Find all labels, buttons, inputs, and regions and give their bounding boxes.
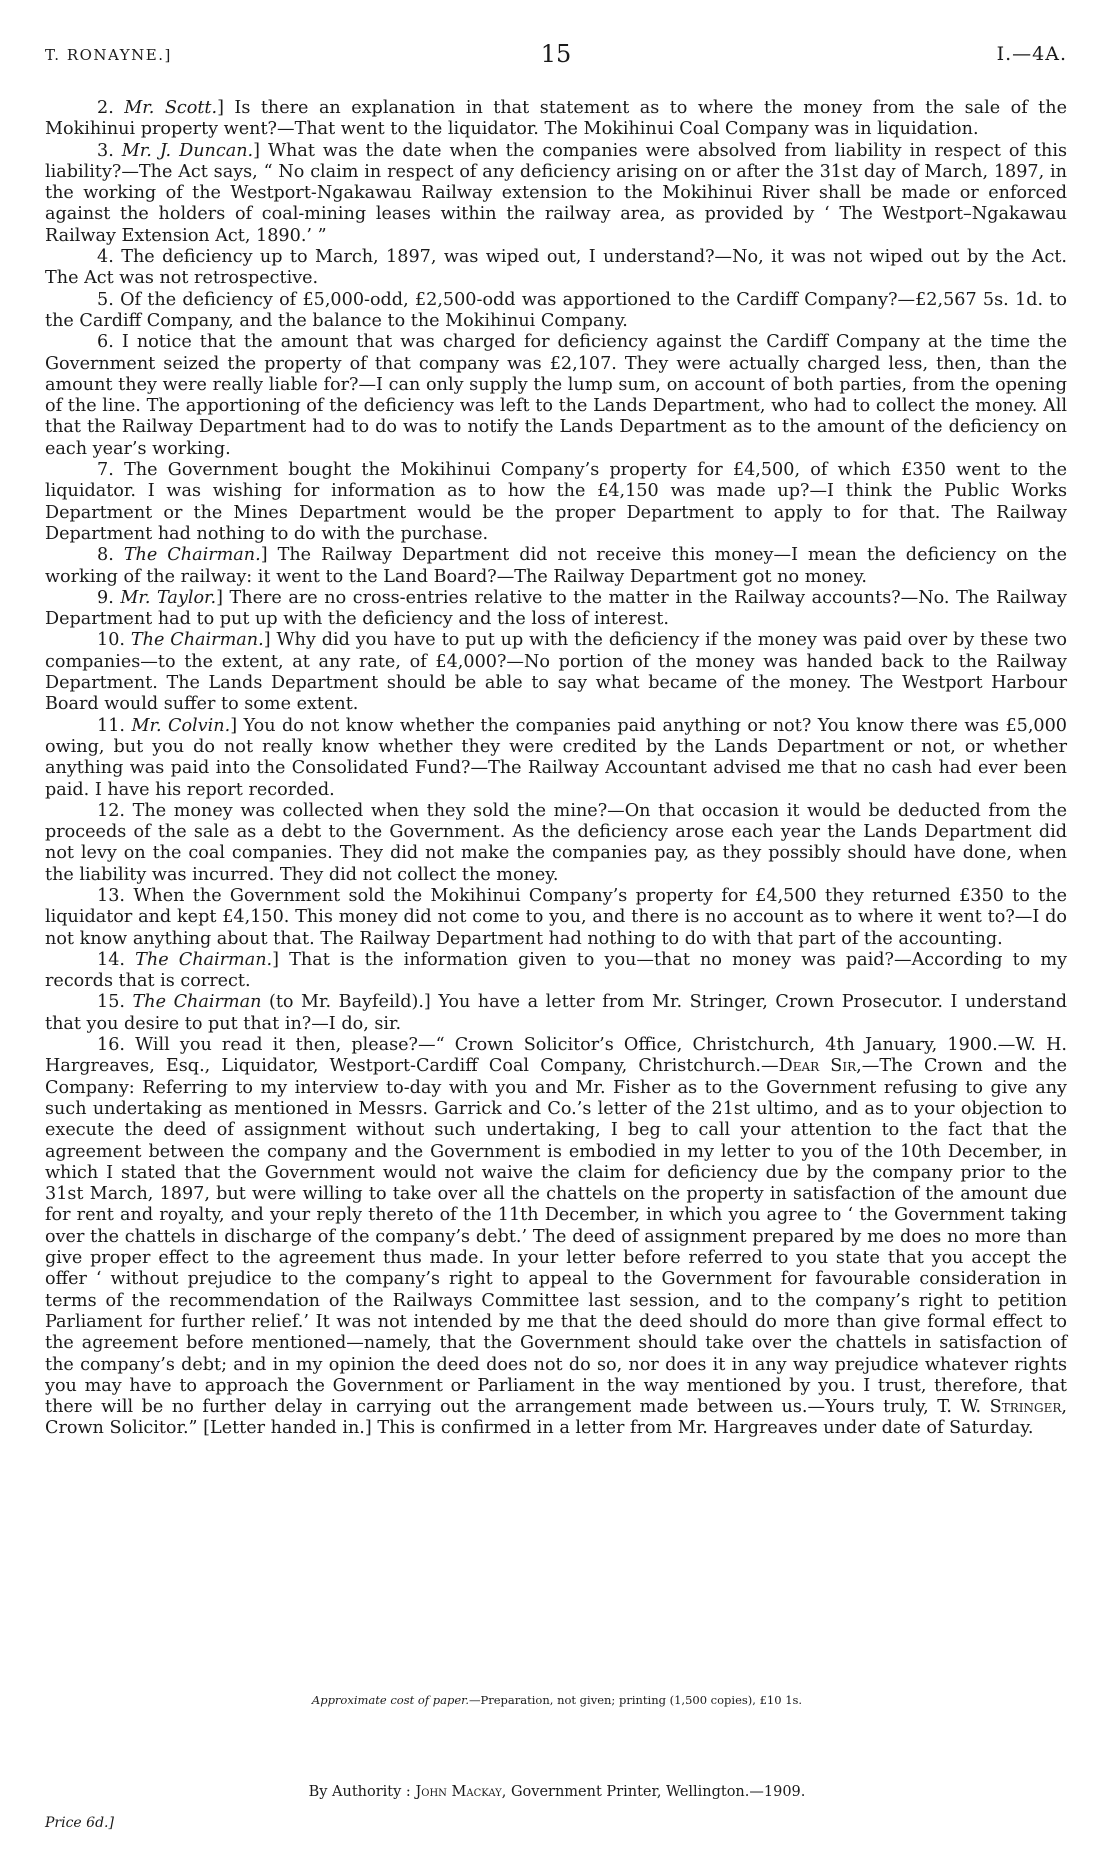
question-number: 13. — [97, 885, 125, 906]
question-text: ] There are no cross-entries relative to the matter in the Railway accounts?—No. The Railway Department had to put up with the deficiency and the loss of interest. — [45, 587, 1068, 630]
question-number: 2. — [97, 98, 114, 118]
signatory: T. W. Stringer — [937, 1397, 1062, 1418]
speaker: Mr. Scott. — [124, 98, 218, 118]
question-number: 9. — [97, 587, 114, 608]
question-text: ] What was the date when the companies were absolved from liability in respect of this liability?—The Act says, “ No claim in respect of any deficiency arising on or after the 31st day of March, 1897, in the working of the Westport-Ngakawau Railway extension to the Mokihinui River shall be made or enforced against the holders of coal-mining leases within the railway area, as provided by ‘ The Westport–Ngakawau Railway Extension Act, 1890.’ ” — [45, 140, 1068, 246]
question-number: 15. — [97, 992, 125, 1013]
salutation: Dear Sir — [778, 1056, 857, 1077]
question-5 — [45, 290, 1067, 333]
question-text: The Government bought the Mokihinui Company’s property for £4,500, of which £350 went to the liquidator. I was wishing for information as to how the £4,150 was made up?—I think the Public Works Department or the Mines Department would be the proper Department to apply to for that. The Railway Department had nothing to do with the purchase. — [45, 460, 1068, 544]
question-number: 14. — [97, 949, 125, 970]
question-text: Will you read it then, please?—“ Crown Solicitor’s Office, Christchurch, 4th January, 1900.—W. H. Hargreaves, Esq., Liquidator, Westport-Cardiff Coal Company, Christchurch.— — [45, 1035, 1068, 1077]
letter-close: , Crown Solicitor.” [Letter handed in.] This is confirmed in a letter from Mr. Hargreaves under date of Saturday. — [45, 1397, 1067, 1439]
question-text: ] That is the information given to you—that no money was paid?—According to my records that is correct. — [45, 949, 1068, 992]
page-header — [45, 40, 1067, 74]
printer-imprint — [0, 1784, 1114, 1800]
question-number: 5. — [97, 289, 114, 310]
speaker: The Chairman. — [135, 949, 273, 970]
question-number: 8. — [97, 545, 114, 566]
cost-note — [0, 1693, 1114, 1707]
question-4 — [45, 247, 1067, 290]
question-number: 7. — [97, 460, 114, 481]
question-number: 16. — [97, 1035, 125, 1056]
question-text: The money was collected when they sold the mine?—On that occasion it would be deducted from the proceeds of the sale as a debt to the Government. As the deficiency arose each year the Lands Department did not levy on the coal companies. They did not make the companies pay, as they possibly should have done, when the liability was incurred. They did not collect the money. — [45, 800, 1067, 885]
question-number: 4. — [97, 247, 114, 268]
question-10 — [45, 630, 1067, 715]
evidence-body — [45, 98, 1067, 1440]
paper-reference: I.—4A. — [996, 43, 1067, 65]
speaker: Mr. Taylor. — [120, 587, 217, 608]
cost-label: Approximate cost of paper. — [311, 1693, 470, 1707]
speaker: The Chairman. — [130, 630, 264, 651]
question-7 — [45, 460, 1067, 545]
question-text: ] Why did you have to put up with the deficiency if the money was paid over by these two companies—to the extent, at any rate, of £4,000?—No portion of the money was handed back to the Railway Department. The Lands Department should be able to say what became of the money. The Westport Harbour Board would suffer to some extent. — [45, 630, 1067, 715]
speaker: Mr. J. Duncan. — [121, 140, 254, 161]
question-14 — [45, 950, 1067, 993]
authority-prefix: By Authority : — [308, 1784, 416, 1800]
question-number: 10. — [97, 630, 125, 651]
speaker: Mr. Colvin. — [131, 715, 231, 736]
question-2 — [45, 98, 1067, 141]
question-11 — [45, 716, 1067, 801]
question-number: 11. — [97, 715, 125, 736]
question-number: 3. — [97, 140, 114, 161]
question-text: ] The Railway Department did not receive this money—I mean the deficiency on the working of the railway: it went to the Land Board?—The Railway Department got no money. — [45, 545, 1067, 587]
page-number: 15 — [540, 40, 572, 68]
question-text: ] Is there an explanation in that statement as to where the money from the sale of the Mokihinui property went?—That went to the liquidator. The Mokihinui Coal Company was in liquidation. — [45, 98, 1067, 140]
speaker: The Chairman — [132, 992, 262, 1013]
question-8 — [45, 545, 1067, 588]
speaker: The Chairman. — [123, 545, 261, 566]
question-text: (to Mr. Bayfeild).] You have a letter from Mr. Stringer, Crown Prosecutor. I understand that you desire to put that in?—I do, sir. — [45, 992, 1067, 1034]
question-6 — [45, 332, 1067, 460]
question-12 — [45, 801, 1067, 886]
question-text: I notice that the amount that was charged for deficiency against the Cardiff Company at the time the Government seized the property of that company was £2,107. They were actually charged less, then, than the amount they were really liable for?—I can only supply the lump sum, on account of both parties, from the opening of the line. The apportioning of the deficiency was left to the Lands Department, who had to collect the money. All that the Railway Department had to do was to notify the Lands Department as to the amount of the deficiency on each year’s working. — [45, 332, 1068, 459]
question-13 — [45, 886, 1067, 950]
question-text: When the Government sold the Mokihinui Company’s property for £4,500 they returned £350 to the liquidator and kept £4,150. This money did not come to you, and there is no account as to where it went to?—I do not know anything about that. The Railway Department had nothing to do with that part of the accounting. — [45, 885, 1067, 949]
question-text: The deficiency up to March, 1897, was wiped out, I understand?—No, it was not wiped out by the Act. The Act was not retrospective. — [45, 247, 1068, 289]
authority-suffix: , Government Printer, Wellington.—1909. — [501, 1784, 806, 1800]
question-9 — [45, 588, 1067, 631]
witness-name: T. RONAYNE.] — [45, 46, 172, 64]
cost-text: —Preparation, not given; printing (1,500 copies), £10 1s. — [469, 1693, 803, 1707]
question-3 — [45, 141, 1067, 247]
question-number: 6. — [97, 332, 114, 353]
question-text: Of the deficiency of £5,000-odd, £2,500-odd was apportioned to the Cardiff Company?—£2,567 5s. 1d. to the Cardiff Company, and the balance to the Mokihinui Company. — [45, 289, 1068, 331]
printer-name: John Mackay — [415, 1784, 502, 1800]
question-16 — [45, 1035, 1067, 1440]
letter-body: ,—The Crown and the Company: Referring to my interview to-day with you and Mr. Fisher as to the Government refusing to give any such undertaking as mentioned in Messrs. Garrick and Co.’s letter of the 21st ultimo, and as to your objection to execute the deed of assignment without such undertaking, I beg to call your attention to the fact that the agreement between the company and the Government is embodied in my letter to you of the 10th December, in which I stated that the Government would not waive the claim for deficiency due by the company prior to the 31st March, 1897, but were willing to take over all the chattels on the property in satisfaction of the amount due for rent and royalty, and your reply thereto of the 11th December, in which you agree to ‘ the Government taking over the chattels in discharge of the company’s debt.’ The deed of assignment prepared by me does no more than give proper effect to the agreement thus made. In your letter before referred to you state that you accept the offer ‘ without prejudice to the company’s right to appeal to the Government for favourable consideration in terms of the recommendation of the Railways Committee last session, and to the company’s right to petition Parliament for further relief.’ It was not intended by me that the deed should do more than give formal effect to the agreement before mentioned—namely, that the Government should take over the chattels in satisfaction of the company’s debt; and in my opinion the deed does not do so, nor does it in any way prejudice whatever rights you may have to approach the Government or Parliament in the way mentioned by you. I trust, therefore, that there will be no further delay in carrying out the arrangement made between us.—Yours truly, — [45, 1056, 1067, 1418]
question-number: 12. — [97, 800, 125, 821]
question-text: ] You do not know whether the companies paid anything or not? You know there was £5,000 owing, but you do not really know whether they were credited by the Lands Department or not, or whether anything was paid into the Consolidated Fund?—The Railway Accountant advised me that no cash had ever been paid. I have his report recorded. — [45, 715, 1068, 800]
price: Price 6d.] — [45, 1815, 114, 1831]
question-15 — [45, 992, 1067, 1035]
